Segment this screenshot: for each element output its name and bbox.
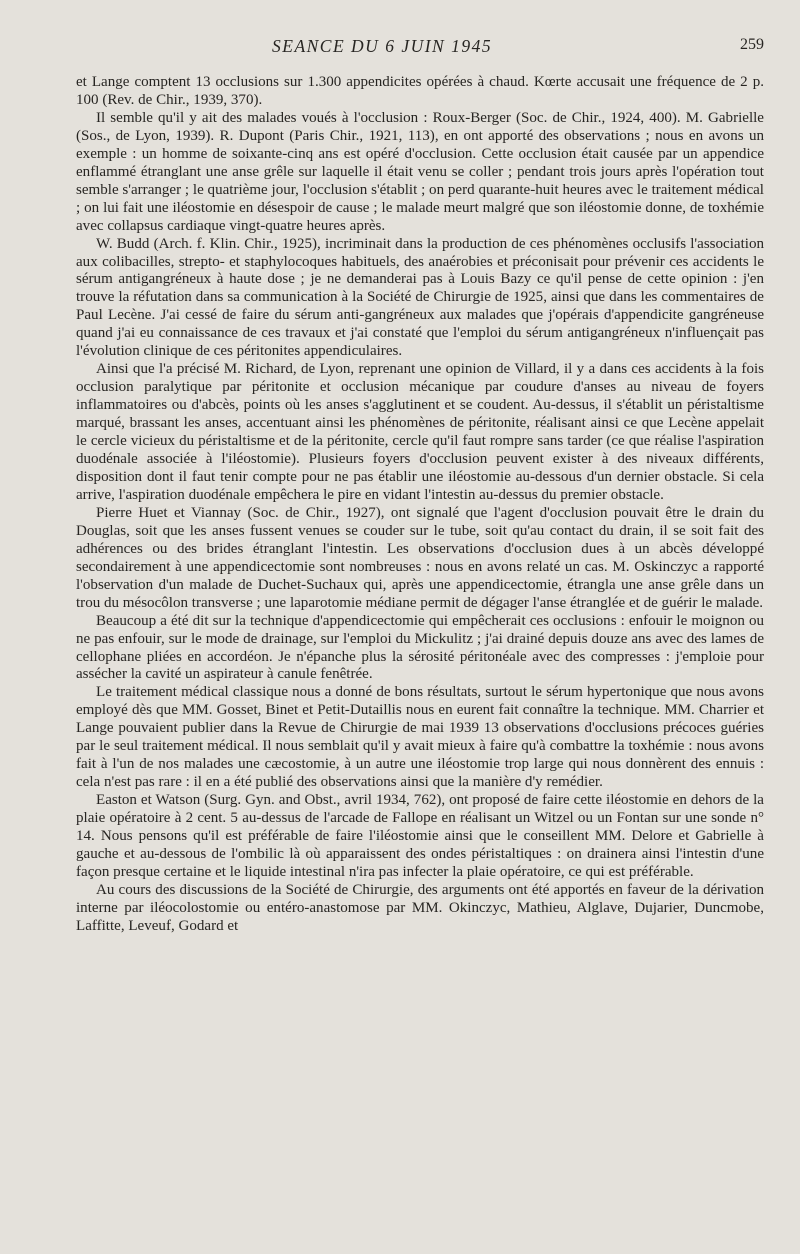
paragraph: Beaucoup a été dit sur la technique d'appendicectomie qui empêcherait ces occlusions : enfouir le moignon ou ne pas enfouir, sur le mode de drainage, sur l'emploi du Mickulitz ; j'ai drainé depuis douze ans avec des lames de cellophane pliées en accordéon. Je n'épanche plus la sérosité péritonéale avec des compresses : j'emploie pour assécher la cavité un aspirateur à canule fenêtrée. (76, 612, 764, 683)
page-number: 259 (740, 36, 764, 53)
paragraph: Au cours des discussions de la Société de Chirurgie, des arguments ont été apportés en faveur de la dérivation interne par iléocolostomie ou entéro-anastomose par MM. Okinczyc, Mathieu, Alglave, Dujarier, Duncmobe, Laffitte, Leveuf, Godard et (76, 881, 764, 934)
page-header (76, 36, 764, 60)
paragraph: W. Budd (Arch. f. Klin. Chir., 1925), incriminait dans la production de ces phénomènes occlusifs l'association aux colibacilles, strepto- et staphylocoques habituels, des anaérobies et préconisait pour prévenir ces accidents le sérum antigangréneux à haute dose ; je ne demanderai pas à Louis Bazy ce qu'il pense de cette opinion : j'en trouve la réfutation dans sa communication à la Société de Chirurgie de 1925, ainsi que dans les commentaires de Paul Lecène. J'ai cessé de faire du sérum anti-gangréneux aux malades que j'opérais d'appendicite gangréneuse quand j'ai eu connaissance de ces travaux et j'ai constaté que l'emploi du sérum antigangréneux n'influençait pas l'évolution clinique de ces péritonites appendiculaires. (76, 235, 764, 360)
paragraph: Le traitement médical classique nous a donné de bons résultats, surtout le sérum hypertonique que nous avons employé dès que MM. Gosset, Binet et Petit-Dutaillis nous en eurent fait connaître la technique. MM. Charrier et Lange pouvaient publier dans la Revue de Chirurgie de mai 1939 13 observations d'occlusions précoces guéries par le seul traitement médical. Il nous semblait qu'il y avait mieux à faire qu'à combattre la toxhémie : nous avons fait à l'un de nos malades une cæcostomie, à un autre une iléostomie trop large qui nous donnèrent des ennuis : cela n'est pas rare : il en a été publié des observations ainsi que la manière d'y remédier. (76, 684, 764, 791)
paragraph: et Lange comptent 13 occlusions sur 1.300 appendicites opérées à chaud. Kœrte accusait une fréquence de 2 p. 100 (Rev. de Chir., 1939, 370). (76, 74, 764, 108)
paragraph: Easton et Watson (Surg. Gyn. and Obst., avril 1934, 762), ont proposé de faire cette iléostomie en dehors de la plaie opératoire à 2 cent. 5 au-dessus de l'arcade de Fallope en réalisant un Witzel ou un Fontan sur une sonde n° 14. Nous pensons qu'il est préférable de faire l'iléostomie ainsi que le conseillent MM. Delore et Gabrielle à gauche et au-dessous de l'ombilic là où apparaissent des ondes péristaltiques : on drainera ainsi l'intestin d'une façon presque certaine et le liquide intestinal n'ira pas infecter la plaie opératoire, ce qui est préférable. (76, 792, 764, 880)
running-title: SEANCE DU 6 JUIN 1945 (272, 36, 493, 56)
paragraph: Pierre Huet et Viannay (Soc. de Chir., 1927), ont signalé que l'agent d'occlusion pouvait être le drain du Douglas, soit que les anses fussent venues se couder sur le tube, soit qu'au contact du drain, il se soit fait des adhérences ou des brides étranglant l'intestin. Les observations d'occlusion dues à un abcès développé secondairement à une appendicectomie sont nombreuses : nous en avons relaté un cas. M. Oskinczyc a rapporté l'observation d'un malade de Duchet-Suchaux qui, après une appendicectomie, étrangla une anse grêle dans un trou du mésocôlon transverse ; une laparotomie médiane permit de dégager l'anse étranglée et de guérir le malade. (76, 504, 764, 611)
paragraph: Il semble qu'il y ait des malades voués à l'occlusion : Roux-Berger (Soc. de Chir., 1924, 400). M. Gabrielle (Sos., de Lyon, 1939). R. Dupont (Paris Chir., 1921, 113), en ont apporté des observations ; nous en avons un exemple : un homme de soixante-cinq ans est opéré d'occlusion. Cette occlusion était causée par un appendice enflammé étranglant une anse grêle sur laquelle il était venu se coller ; pendant trois jours après l'opération tout semble s'arranger ; le quatrième jour, l'occlusion s'établit ; on perd quarante-huit heures avec le traitement médical ; on lui fait une iléostomie en désespoir de cause ; le malade meurt malgré que son iléostomie donne, de toxhémie avec collapsus cardiaque vingt-quatre heures après. (76, 109, 764, 234)
body-text (76, 74, 764, 936)
paragraph: Ainsi que l'a précisé M. Richard, de Lyon, reprenant une opinion de Villard, il y a dans ces accidents à la fois occlusion paralytique par péritonite et occlusion mécanique par coudure d'anses au niveau de foyers inflammatoires ou d'abcès, points où les anses s'agglutinent et se coudent. Au-dessus, il s'établit un péristaltisme marqué, brassant les anses, accentuant ainsi les phénomènes de péritonite, réalisant ainsi ce que Lecène appelait le cercle vicieux du péristaltisme et de la péritonite, cercle qu'il faut rompre sans tarder (ce que réalise l'aspiration duodénale associée à l'iléostomie). Plusieurs foyers d'occlusion peuvent exister à des niveaux différents, disposition dont il faut tenir compte pour ne pas établir une iléostomie au-dessous d'un dernier obstacle. Si cela arrive, l'aspiration duodénale empêchera le pire en vidant l'intestin au-dessus du premier obstacle. (76, 361, 764, 503)
